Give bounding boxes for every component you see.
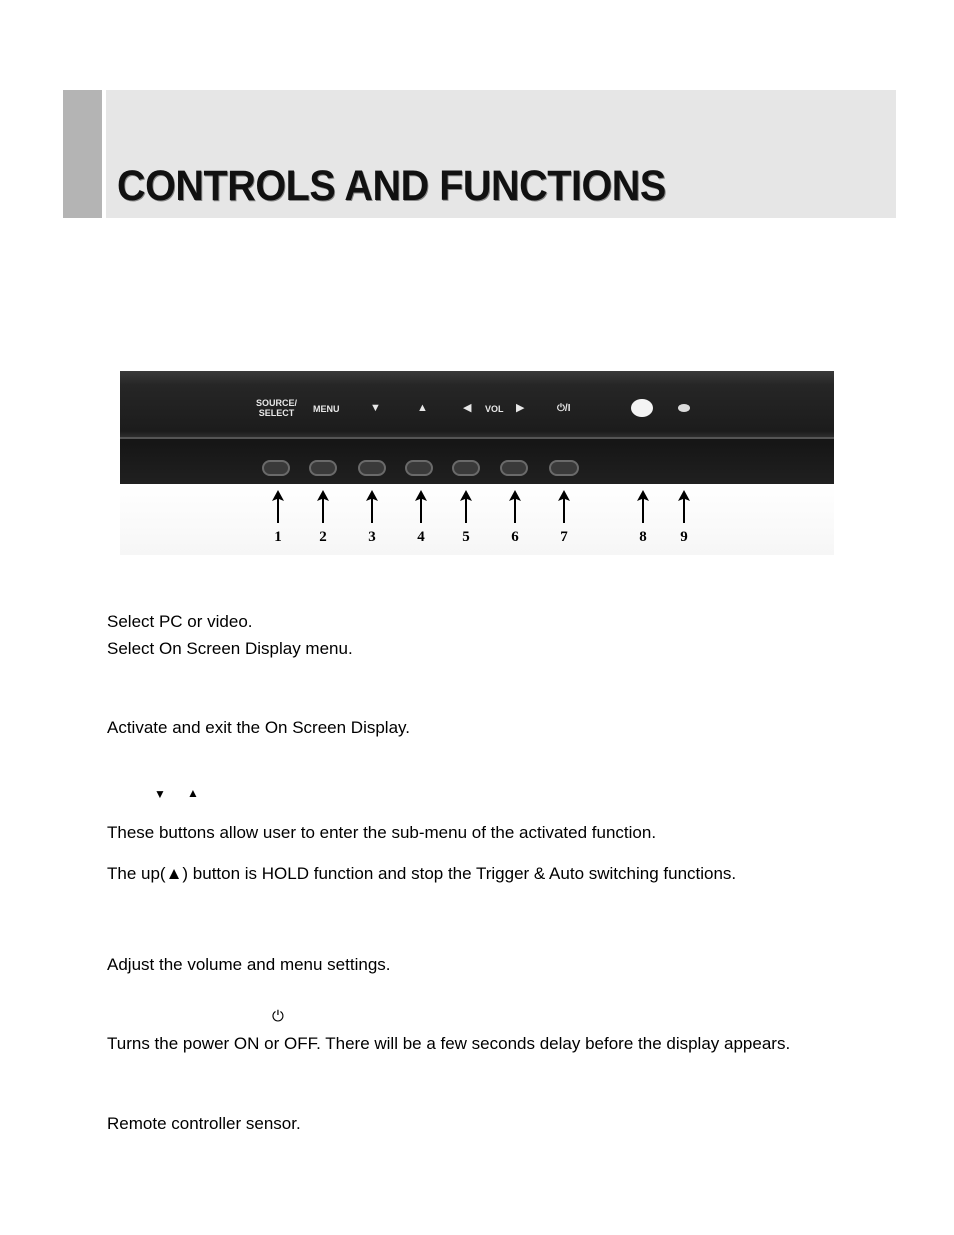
description-menu: Activate and exit the On Screen Display. [107, 718, 411, 737]
arrow-up-icon [316, 489, 330, 523]
power-button[interactable] [549, 460, 579, 476]
vol-up-button[interactable] [500, 460, 528, 476]
description-sensor: Remote controller sensor. [107, 1114, 301, 1133]
panel-vol-left-icon: ◀ [463, 402, 472, 414]
power-indicator-led [631, 399, 653, 417]
callout-number: 9 [680, 529, 688, 545]
arrow-up-icon [636, 489, 650, 523]
callout-number: 4 [417, 529, 425, 545]
section-header [63, 90, 896, 218]
callout-number: 6 [511, 529, 519, 545]
down-button[interactable] [358, 460, 386, 476]
panel-label-select: SELECT [258, 408, 295, 418]
vol-down-button[interactable] [452, 460, 480, 476]
arrow-up-icon [271, 489, 285, 523]
arrow-up-icon [508, 489, 522, 523]
up-triangle-icon: ▲ [187, 786, 199, 800]
panel-label-vol: VOL [485, 404, 504, 414]
panel-background [120, 484, 834, 555]
description-select: Select On Screen Display menu. [107, 639, 353, 658]
menu-button[interactable] [309, 460, 337, 476]
callout-number: 7 [560, 529, 568, 545]
callout-number: 5 [462, 529, 470, 545]
panel-label-source-select [256, 398, 297, 418]
arrow-up-icon [365, 489, 379, 523]
panel-up-icon: ▲ [417, 402, 428, 414]
panel-label-power: ⏻/I [557, 403, 571, 414]
description-volume: Adjust the volume and menu settings. [107, 955, 391, 974]
panel-label-source: SOURCE/ [256, 398, 298, 408]
panel-vol-right-icon: ▶ [516, 402, 525, 414]
description-source: Select PC or video. [107, 612, 253, 631]
panel-bezel-top [120, 371, 834, 437]
description-power: Turns the power ON or OFF. There will be a few seconds delay before the display appears. [107, 1034, 791, 1053]
panel-down-icon: ▼ [370, 402, 381, 414]
down-triangle-icon: ▼ [154, 787, 166, 801]
up-button[interactable] [405, 460, 433, 476]
callout-number: 2 [319, 529, 327, 545]
description-updown-1: These buttons allow user to enter the sub-menu of the activated function. [107, 823, 657, 842]
arrow-up-icon [414, 489, 428, 523]
header-tab [63, 90, 102, 218]
callout-number: 3 [368, 529, 376, 545]
description-updown-2: The up(▲) button is HOLD function and stop the Trigger & Auto switching functions. [107, 864, 737, 883]
arrow-up-icon [459, 489, 473, 523]
panel-label-menu: MENU [313, 404, 340, 414]
remote-sensor [678, 404, 690, 412]
power-icon: ⏻ [272, 1008, 284, 1025]
control-panel-figure [120, 371, 834, 555]
arrow-up-icon [677, 489, 691, 523]
callout-number: 8 [639, 529, 647, 545]
arrow-up-icon [557, 489, 571, 523]
page-title: CONTROLS AND FUNCTIONS [117, 162, 666, 210]
callout-number: 1 [274, 529, 282, 545]
source-select-button[interactable] [262, 460, 290, 476]
